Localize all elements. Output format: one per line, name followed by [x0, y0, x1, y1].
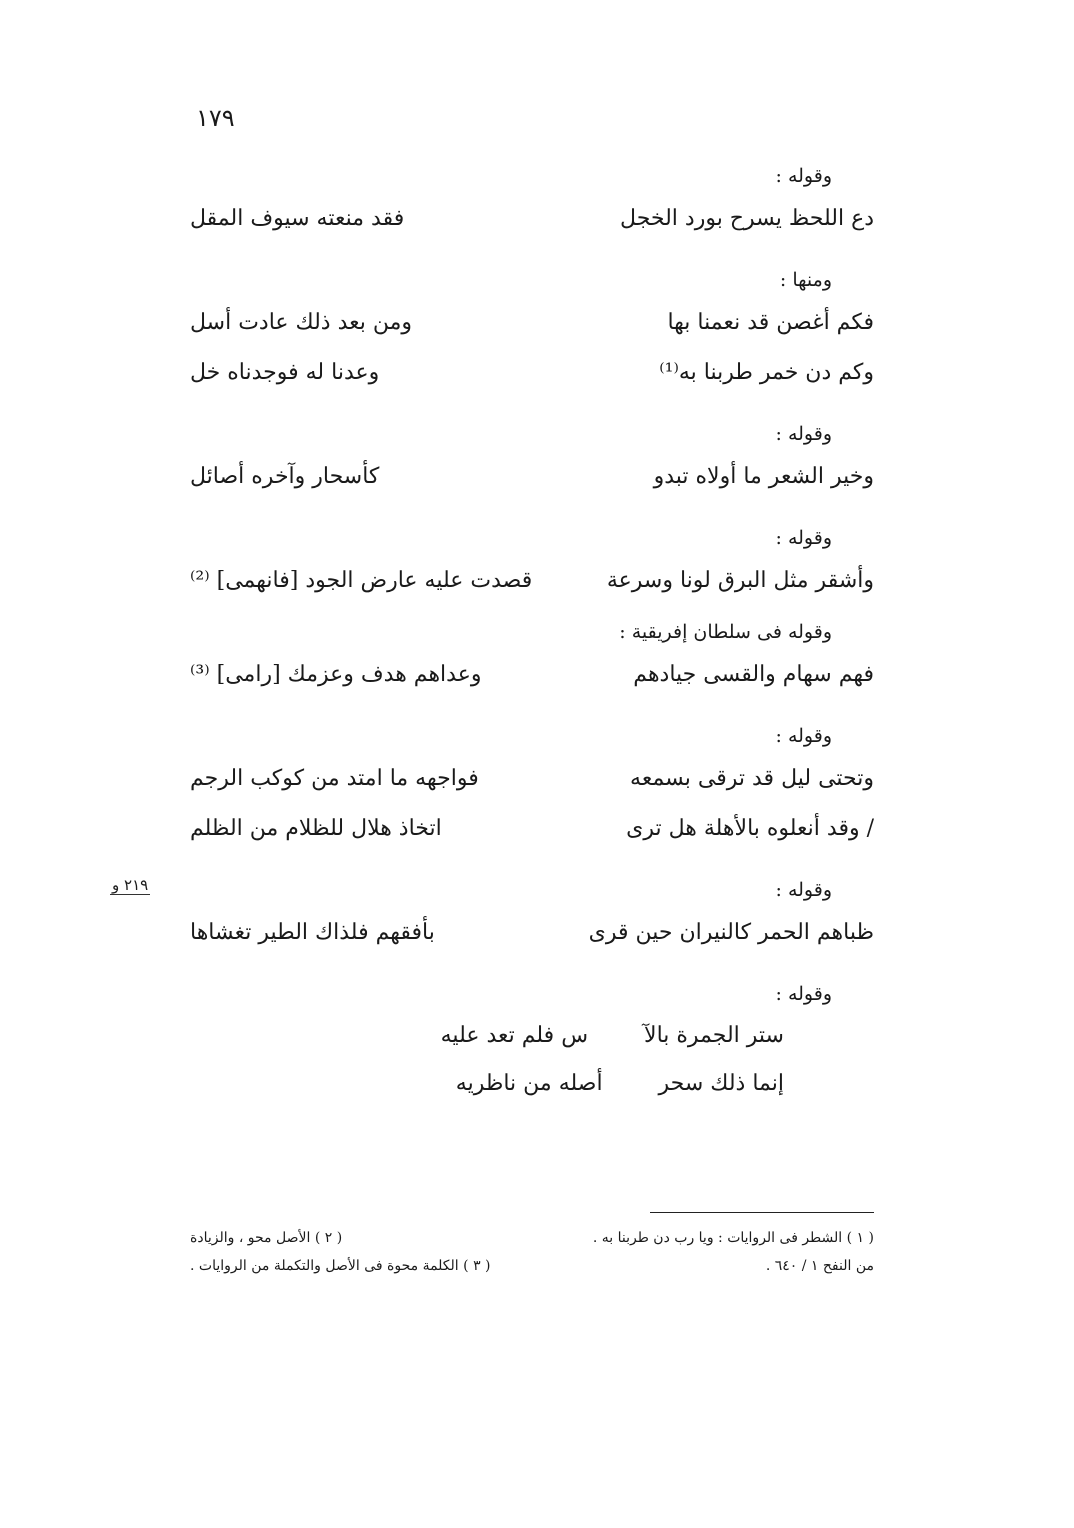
verse-first-hemistich: وتحتى ليل قد ترقى بسمعه: [630, 766, 874, 791]
verse-second-hemistich: قصدت عليه عارض الجود [فانهمى] ⁽²⁾: [190, 568, 533, 593]
verse-first-hemistich: فكم أغصن قد نعمنا بها: [667, 310, 874, 335]
verse-first-hemistich: دع اللحظ يسرح بورد الخجل: [620, 206, 874, 231]
verse-line: [190, 452, 874, 502]
footnote-3: ( ٣ ) الكلمة محوة فى الأصل والتكملة من الروايات .: [190, 1258, 491, 1274]
page-number: ١٧٩: [196, 104, 235, 132]
verse-line: [190, 1060, 784, 1108]
footnote-line: [190, 1224, 874, 1252]
verse-second-hemistich: ومن بعد ذلك عادت أسل: [190, 310, 412, 335]
verse-second-hemistich: وعداهم هدف وعزمك [رامى] ⁽³⁾: [190, 662, 482, 687]
entry-intro: وقوله فى سلطان إفريقية :: [619, 621, 832, 643]
verse-line: [190, 650, 874, 700]
verse-first-hemistich: ستر الجمرة بالآ: [644, 1023, 784, 1048]
footnote-line: [190, 1252, 874, 1280]
margin-folio-note: ٢١٩ و: [112, 876, 149, 894]
verse-second-hemistich: اتخاذ هلال للظلام من الظلم: [190, 816, 442, 841]
verse-line: [190, 754, 874, 804]
verse-second-hemistich: فواجهه ما امتد من كوكب الرجم: [190, 766, 479, 791]
verse-line: [190, 298, 874, 348]
verse-second-hemistich: وعدنا له فوجدناه خل: [190, 360, 380, 385]
verse-line: [190, 194, 874, 244]
verse-first-hemistich: وخير الشعر ما أولاه تبدو: [653, 464, 874, 489]
verse-second-hemistich: س فلم تعد عليه: [440, 1023, 589, 1048]
entry-intro: وقوله :: [775, 527, 832, 549]
verse-second-hemistich: أصله من ناظريه: [455, 1071, 603, 1096]
footnote-1: ( ١ ) الشطر فى الروايات : ويا رب دن طربنا به .: [592, 1230, 874, 1246]
verse-first-hemistich: ظباهم الحمر كالنيران حين قرى: [588, 920, 874, 945]
entry-intro: وقوله :: [775, 423, 832, 445]
entry-intro: وقوله :: [775, 879, 832, 901]
centered-verses: [190, 1012, 874, 1108]
verse-second-hemistich: كأسحار وآخره أصائل: [190, 464, 380, 489]
entry-intro: وقوله :: [775, 165, 832, 187]
verse-first-hemistich: وأشقر مثل البرق لونا وسرعة: [606, 568, 874, 593]
verse-first-hemistich: / وقد أنعلوه بالأهلة هل ترى: [626, 816, 874, 841]
verse-line: [190, 908, 874, 958]
entry-intro: وقوله :: [775, 983, 832, 1005]
verse-second-hemistich: فقد منعته سيوف المقل: [190, 206, 405, 231]
verse-first-hemistich: وكم دن خمر طربنا به⁽¹⁾: [659, 360, 874, 385]
entry-intro: ومنها :: [779, 269, 832, 291]
footnote-2: ( ٢ ) الأصل محو ، والزيادة: [190, 1230, 343, 1246]
verse-first-hemistich: إنما ذلك سحر: [658, 1071, 784, 1096]
footnote-rule: [650, 1212, 874, 1213]
verse-line: [190, 556, 874, 606]
footnotes: [190, 1224, 874, 1280]
entry-intro: وقوله :: [775, 725, 832, 747]
verse-second-hemistich: بأفقهم فلذاك الطير تغشاها: [190, 920, 435, 945]
verse-line: [190, 804, 874, 854]
footnote-2-cont: من النفح ١ / ٦٤٠ .: [765, 1258, 874, 1274]
verse-first-hemistich: فهم سهام والقسى جيادهم: [633, 662, 874, 687]
poem-body: [190, 158, 874, 1108]
verse-line: [190, 1012, 784, 1060]
verse-line: [190, 348, 874, 398]
